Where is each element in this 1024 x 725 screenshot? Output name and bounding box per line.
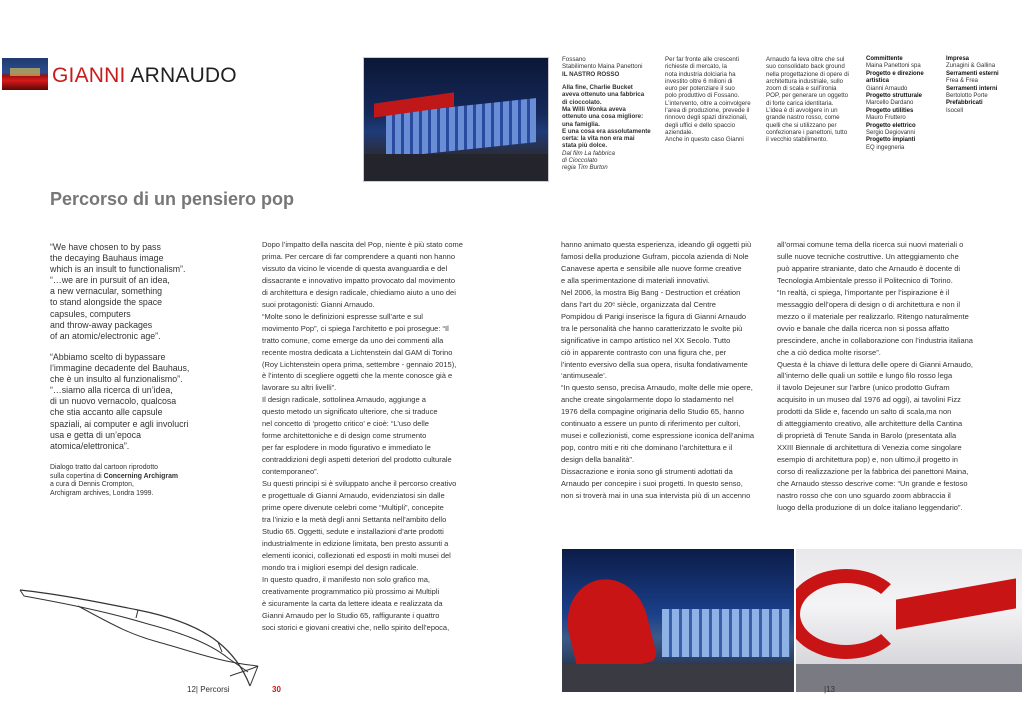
article-line: movimento Pop”, ci spiega l’architetto e poi prosegue: “Il: [262, 323, 449, 333]
credit-value: EQ ingegneria: [866, 144, 905, 151]
article-line: e progettuale di Gianni Arnaudo, evidenziatosi sin dalle: [262, 491, 445, 501]
info-line: Arnaudo fa leva oltre che sul: [766, 56, 845, 63]
article-line: “In realtà, ci spiega, l’importante per l’ispirazione è il: [777, 287, 950, 297]
article-line: tra l’inizio e la metà degli anni Settanta nell’ambito dello: [262, 514, 447, 524]
folio-left-number: 12: [187, 685, 196, 694]
info-column-3: [766, 56, 866, 144]
info-line: polo produttivo di Fossano.: [665, 92, 740, 100]
folio-page-number: 30: [272, 685, 281, 694]
article-line: sulle nuove tecniche costruttive. Un atteggiamento che: [777, 251, 959, 261]
article-line: dissacrante e innovativo impatto provocato dal movimento: [262, 275, 456, 285]
credit-value: Gianni Arnaudo: [866, 85, 908, 92]
article-line: contemporaneo”.: [262, 467, 319, 477]
article-line: Canavese aperta e sensibile alle nuove forme creative: [561, 263, 742, 273]
credit-value: Frea & Frea: [946, 78, 979, 85]
article-line: Questa è la chiave di lettura delle opere di Gianni Arnaudo,: [777, 359, 973, 369]
info-line: certa: la vita non era mai: [562, 135, 635, 143]
header-thumbnail-photo: [2, 58, 48, 90]
folio-left-label: Percorsi: [200, 685, 230, 694]
article-line: 1976 della compagine originaria dello Studio 65, hanno: [561, 407, 745, 417]
info-line: di forte carica identitaria.: [766, 99, 834, 107]
info-line: POP, per generare un oggetto: [766, 92, 849, 100]
article-line: che a ciò dedica molte risorse”.: [777, 347, 881, 357]
info-line: IL NASTRO ROSSO: [562, 70, 620, 78]
credit-value: Isocell: [946, 107, 964, 114]
info-line: L’idea è di avvolgere in un: [766, 107, 838, 115]
info-line: quelli che si utilizzano per: [766, 121, 837, 129]
article-line: luogo della produzione di un dolce italiano leggendario”.: [777, 502, 963, 512]
info-line: aziendale.: [665, 128, 694, 136]
credit-value: Sergio Degiovanni: [866, 130, 916, 137]
info-line: zoom di scala e sull’ironia: [766, 85, 837, 93]
credit-label: Serramenti interni: [946, 85, 998, 92]
article-line: Dopo l’impatto della nascita del Pop, niente è più stato come: [262, 240, 463, 249]
info-line: Alla fine, Charlie Bucket: [562, 84, 633, 92]
brand-title: [52, 64, 237, 88]
article-column-3: [777, 239, 1005, 514]
article-line: musei e collezionisti, come espressione iconica dell’anima: [561, 431, 755, 441]
article-line: Pompidou di Parigi inserisce la figura di Gianni Arnaudo: [561, 311, 747, 321]
folio-left: 12| Percorsi: [187, 685, 230, 694]
credit-value: Mauro Fruttero: [866, 115, 906, 122]
article-line: Tecnologia Ambientale presso il Politecnico di Torino.: [777, 275, 953, 285]
info-line: regia Tim Burton: [562, 164, 608, 172]
article-line: prescindere, anche in collaborazione con l’industria italiana: [777, 335, 973, 345]
credit-label: Progetto e direzione artistica: [866, 70, 924, 85]
article-line: nastro rosso che con uno sguardo zoom abbraccia il: [777, 491, 951, 501]
folio-page: [272, 685, 281, 694]
brand-first: GIANNI: [52, 64, 126, 87]
article-line: all’interno delle quali un sottile e lungo filo rosso lega: [777, 371, 953, 381]
info-column-2: [665, 56, 765, 144]
article-line: il tavolo Dejeuner sur l’arbre (unico prodotto Gufram: [777, 383, 950, 393]
article-line: hanno animato questa esperienza, ideando gli oggetti più: [561, 240, 752, 249]
info-line: nella progettazione di opere di: [766, 70, 849, 78]
credit-label: Progetto impianti: [866, 137, 916, 144]
article-line: l’intento eversivo della sua opera, risulta fondativamente: [561, 359, 748, 369]
credits-column-b: [946, 56, 1022, 115]
folio-right: |13: [824, 685, 835, 694]
article-line: forme architettoniche e di design come strumento: [262, 431, 427, 441]
credit-label: Serramenti esterni: [946, 70, 999, 77]
credit-label: Progetto utilities: [866, 107, 914, 114]
article-line: Studio 65. Oggetti, sedute e installazioni d’arte prodotti: [262, 526, 444, 536]
caption-line-2: [50, 473, 235, 482]
article-line: contraddizioni degli aspetti deteriori del prodotto culturale: [262, 455, 452, 465]
quote-english: “We have chosen to by pass the decaying Bauhaus image which is an insult to functionalism”. “…we are in pursuit of an idea, a new vernacular, something to stand alongside the space capsules, computers and throw-away packages of an atomic/electronic age”.: [50, 242, 186, 341]
article-line: per far esplodere in modo figurativo e immediato le: [262, 443, 431, 453]
credit-label: Progetto elettrico: [866, 122, 916, 129]
article-line: di proprietà di Tenute Sanda in Barolo (presentata alla: [777, 431, 957, 441]
article-line: significative in campo artistico nel XX Secolo. Tutto: [561, 335, 731, 345]
credits-column-a: [866, 56, 944, 152]
article-line: all’ormai comune tema della ricerca sui nuovi materiali o: [777, 240, 964, 249]
article-line: di atteggiamento creativo, alle architetture della Cantina: [777, 419, 963, 429]
info-line: il vecchio stabilimento.: [766, 136, 828, 144]
article-line: vissuto da vicino le vicende di questa avanguardia e del: [262, 263, 448, 273]
info-line: Stabilimento Maina Panettoni: [562, 63, 643, 71]
article-column-2: [561, 239, 773, 502]
quote-caption: [50, 464, 235, 498]
credit-label: Committente: [866, 56, 903, 62]
article-line: acquisito in un museo dal 1976 ad oggi), ai tavolini Fizz: [777, 395, 961, 405]
article-line: suoi protagonisti: Gianni Arnaudo.: [262, 299, 375, 309]
article-line: esempio di architettura pop) e, non ultimo,il progetto in: [777, 455, 958, 465]
caption-line-2b: Concerning Archigram: [103, 472, 179, 480]
article-line: dans l’art du 20ᵉ siècle, organizzata dal Centre: [561, 299, 716, 309]
quote-italian: “Abbiamo scelto di bypassare l’immagine decadente del Bauhaus, che è un insulto al funzionalismo”. “…siamo alla ricerca di un’idea, di un nuovo vernacolo, qualcosa che stia accanto alle capsule spaziali, ai computer e agli involucri usa e getta di un’epoca atomica/elettronica”.: [50, 352, 190, 451]
credit-value: Bertolotto Porte: [946, 93, 988, 100]
article-line: prodotti da Slide e, facendo un salto di scala,ma non: [777, 407, 952, 417]
article-line: Nel 2006, la mostra Big Bang - Destruction et création: [561, 287, 741, 297]
info-line: E una cosa era assolutamente: [562, 127, 651, 135]
info-line: una famiglia.: [562, 120, 600, 128]
article-line: recente mostra dedicata a Lichtenstein dal GAM di Torino: [262, 347, 453, 357]
info-line: nota industria dolciaria ha: [665, 70, 736, 78]
article-line: pop, contro miti e riti che dominano l’architettura e il: [561, 443, 733, 453]
info-line: Dal film La fabbrica: [562, 149, 615, 157]
credit-label: Progetto strutturale: [866, 93, 923, 100]
caption-line-3: a cura di Dennis Crompton,: [50, 481, 134, 489]
folio-right-number: 13: [826, 685, 835, 694]
info-line: euro per potenziare il suo: [665, 85, 735, 93]
article-line: creativamente programmatico più prossimo ai Multipli: [262, 586, 440, 596]
article-line: questo metodo un significato ulteriore, che si traduce: [262, 407, 438, 417]
exterior-photo: [562, 549, 794, 692]
info-line: grande nastro rosso, come: [766, 114, 840, 122]
caption-line-2a: sulla copertina di: [50, 472, 104, 480]
article-line: XXIII Biennale di architettura di Venezia come singolare: [777, 443, 962, 453]
article-line: famosi della produzione Gufram, piccola azienda di Nole: [561, 251, 749, 261]
caption-line-1: Dialogo tratto dal cartoon riprodotto: [50, 464, 159, 471]
info-line: di cioccolato.: [562, 98, 602, 106]
article-line: può apparire straniante, dato che Arnaudo è docente di: [777, 263, 961, 273]
credit-value: Zunagini & Gallina: [946, 63, 996, 70]
article-line: elementi iconici, collezionati ed esposti in molti musei del: [262, 550, 451, 560]
article-line: che Arnaudo stesso descrive come: “Un grande e festoso: [777, 479, 968, 489]
credit-value: Maina Panettoni spa: [866, 63, 921, 70]
info-line: l’area di produzione, prevede il: [665, 107, 750, 115]
info-column-1: [562, 56, 662, 172]
article-line: corso di realizzazione per la fabbrica dei panettoni Maina,: [777, 467, 969, 477]
article-column-1: [262, 239, 482, 633]
article-line: è sicuramente la carta da lettere ideata e realizzata da: [262, 598, 443, 608]
info-line: aveva ottenuto una fabbrica: [562, 91, 645, 99]
article-line: mondo tra i migliori esempi del design radicale.: [262, 562, 419, 572]
article-line: è l’intento di scegliere oggetti che la mente conosce già e: [262, 371, 453, 381]
credit-label: Impresa: [946, 56, 970, 62]
article-line: Il design radicale, sottolinea Arnaudo, aggiunge a: [262, 395, 426, 405]
article-line: lavorare su altri livelli”.: [262, 383, 337, 393]
article-line: “In questo senso, precisa Arnaudo, molte delle mie opere,: [561, 383, 753, 393]
info-line: suo consolidato back ground: [766, 63, 845, 71]
article-line: ovvio e banale che dalla ricerca non si possa affatto: [777, 323, 950, 333]
article-line: Su questi principi si è sviluppato anche il percorso creativo: [262, 479, 457, 489]
article-line: tra le personalità che hanno caratterizzato le svolte più: [561, 323, 743, 333]
interior-photo: [796, 549, 1022, 692]
article-line: mezzo o il materiale per realizzarlo. Ritengo naturalmente: [777, 311, 969, 321]
article-line: messaggio dell’opera di design o di architettura e non il: [777, 299, 961, 309]
info-line: confezionare i panettoni, tutto: [766, 128, 848, 136]
article-line: In questo quadro, il manifesto non solo grafico ma,: [262, 574, 431, 584]
info-line: stata più dolce.: [562, 142, 608, 150]
info-line: di Cioccolato: [562, 157, 598, 165]
info-line: rinnovo degli spazi direzionali,: [665, 114, 748, 122]
article-line: “Molte sono le definizioni espresse sull’arte e sul: [262, 311, 423, 321]
article-line: design della banalità”.: [561, 455, 634, 465]
article-line: e alla sperimentazione di materiali innovativi.: [561, 275, 710, 285]
info-line: ottenuto una cosa migliore:: [562, 113, 644, 121]
article-line: anche create singolarmente dopo lo stadamento nel: [561, 395, 734, 405]
info-line: Fossano: [562, 56, 586, 63]
brand-last: ARNAUDO: [125, 64, 237, 87]
architectural-sketch: [18, 582, 266, 692]
article-line: continuato a essere un punto di riferimento per cultori,: [561, 419, 741, 429]
hero-building-photo: [363, 57, 549, 182]
info-line: Anche in questo caso Gianni: [665, 136, 744, 144]
article-line: soci storici e giovani creativi che, nello spirito dell’epoca,: [262, 622, 450, 632]
article-line: tratto comune, come emerge da uno dei commenti alla: [262, 335, 444, 345]
article-title: Percorso di un pensiero pop: [50, 189, 295, 209]
article-line: (Roy Lichtenstein opera prima, settembre - gennaio 2015),: [262, 359, 457, 369]
info-line: Ma Willi Wonka aveva: [562, 105, 626, 113]
article-line: di architettura e design radicale, chiediamo aiuto a uno dei: [262, 287, 456, 297]
info-line: L’intervento, oltre a coinvolgere: [665, 99, 751, 107]
caption-line-4: Archigram archives, Londra 1999.: [50, 489, 154, 497]
info-line: richieste di mercato, la: [665, 63, 727, 71]
article-line: industrialmente in edizione limitata, ben presto assunti a: [262, 538, 449, 548]
info-line: degli uffici e dello spaccio: [665, 121, 736, 129]
article-line: nel concetto di ‘progetto critico’ e cioè: “L’uso delle: [262, 419, 429, 429]
credit-label: Prefabbricati: [946, 100, 983, 107]
info-line: architettura industriale, sullo: [766, 77, 844, 85]
article-line: Dissacrazione e ironia sono gli strumenti adottati da: [561, 467, 733, 477]
info-line: investito oltre 6 milioni di: [665, 77, 733, 85]
article-line: prime opere divenute celebri come “Multipli”, concepite: [262, 502, 444, 512]
article-line: non si troverà mai in una sua intervista più di un accenno: [561, 491, 751, 501]
credit-value: Marcello Dardano: [866, 100, 914, 107]
article-line: ‘antimuseale’.: [561, 371, 607, 381]
info-line: Per far fronte alle crescenti: [665, 56, 739, 63]
article-line: prima. Per cercare di far comprendere a quanti non hanno: [262, 251, 456, 261]
article-line: Gianni Arnaudo per lo Studio 65, raffigurante i quattro: [262, 610, 440, 620]
article-line: ciò in apparente contrasto con una figura che, per: [561, 347, 727, 357]
article-line: Arnaudo per concepire i suoi progetti. In questo senso,: [561, 479, 743, 489]
